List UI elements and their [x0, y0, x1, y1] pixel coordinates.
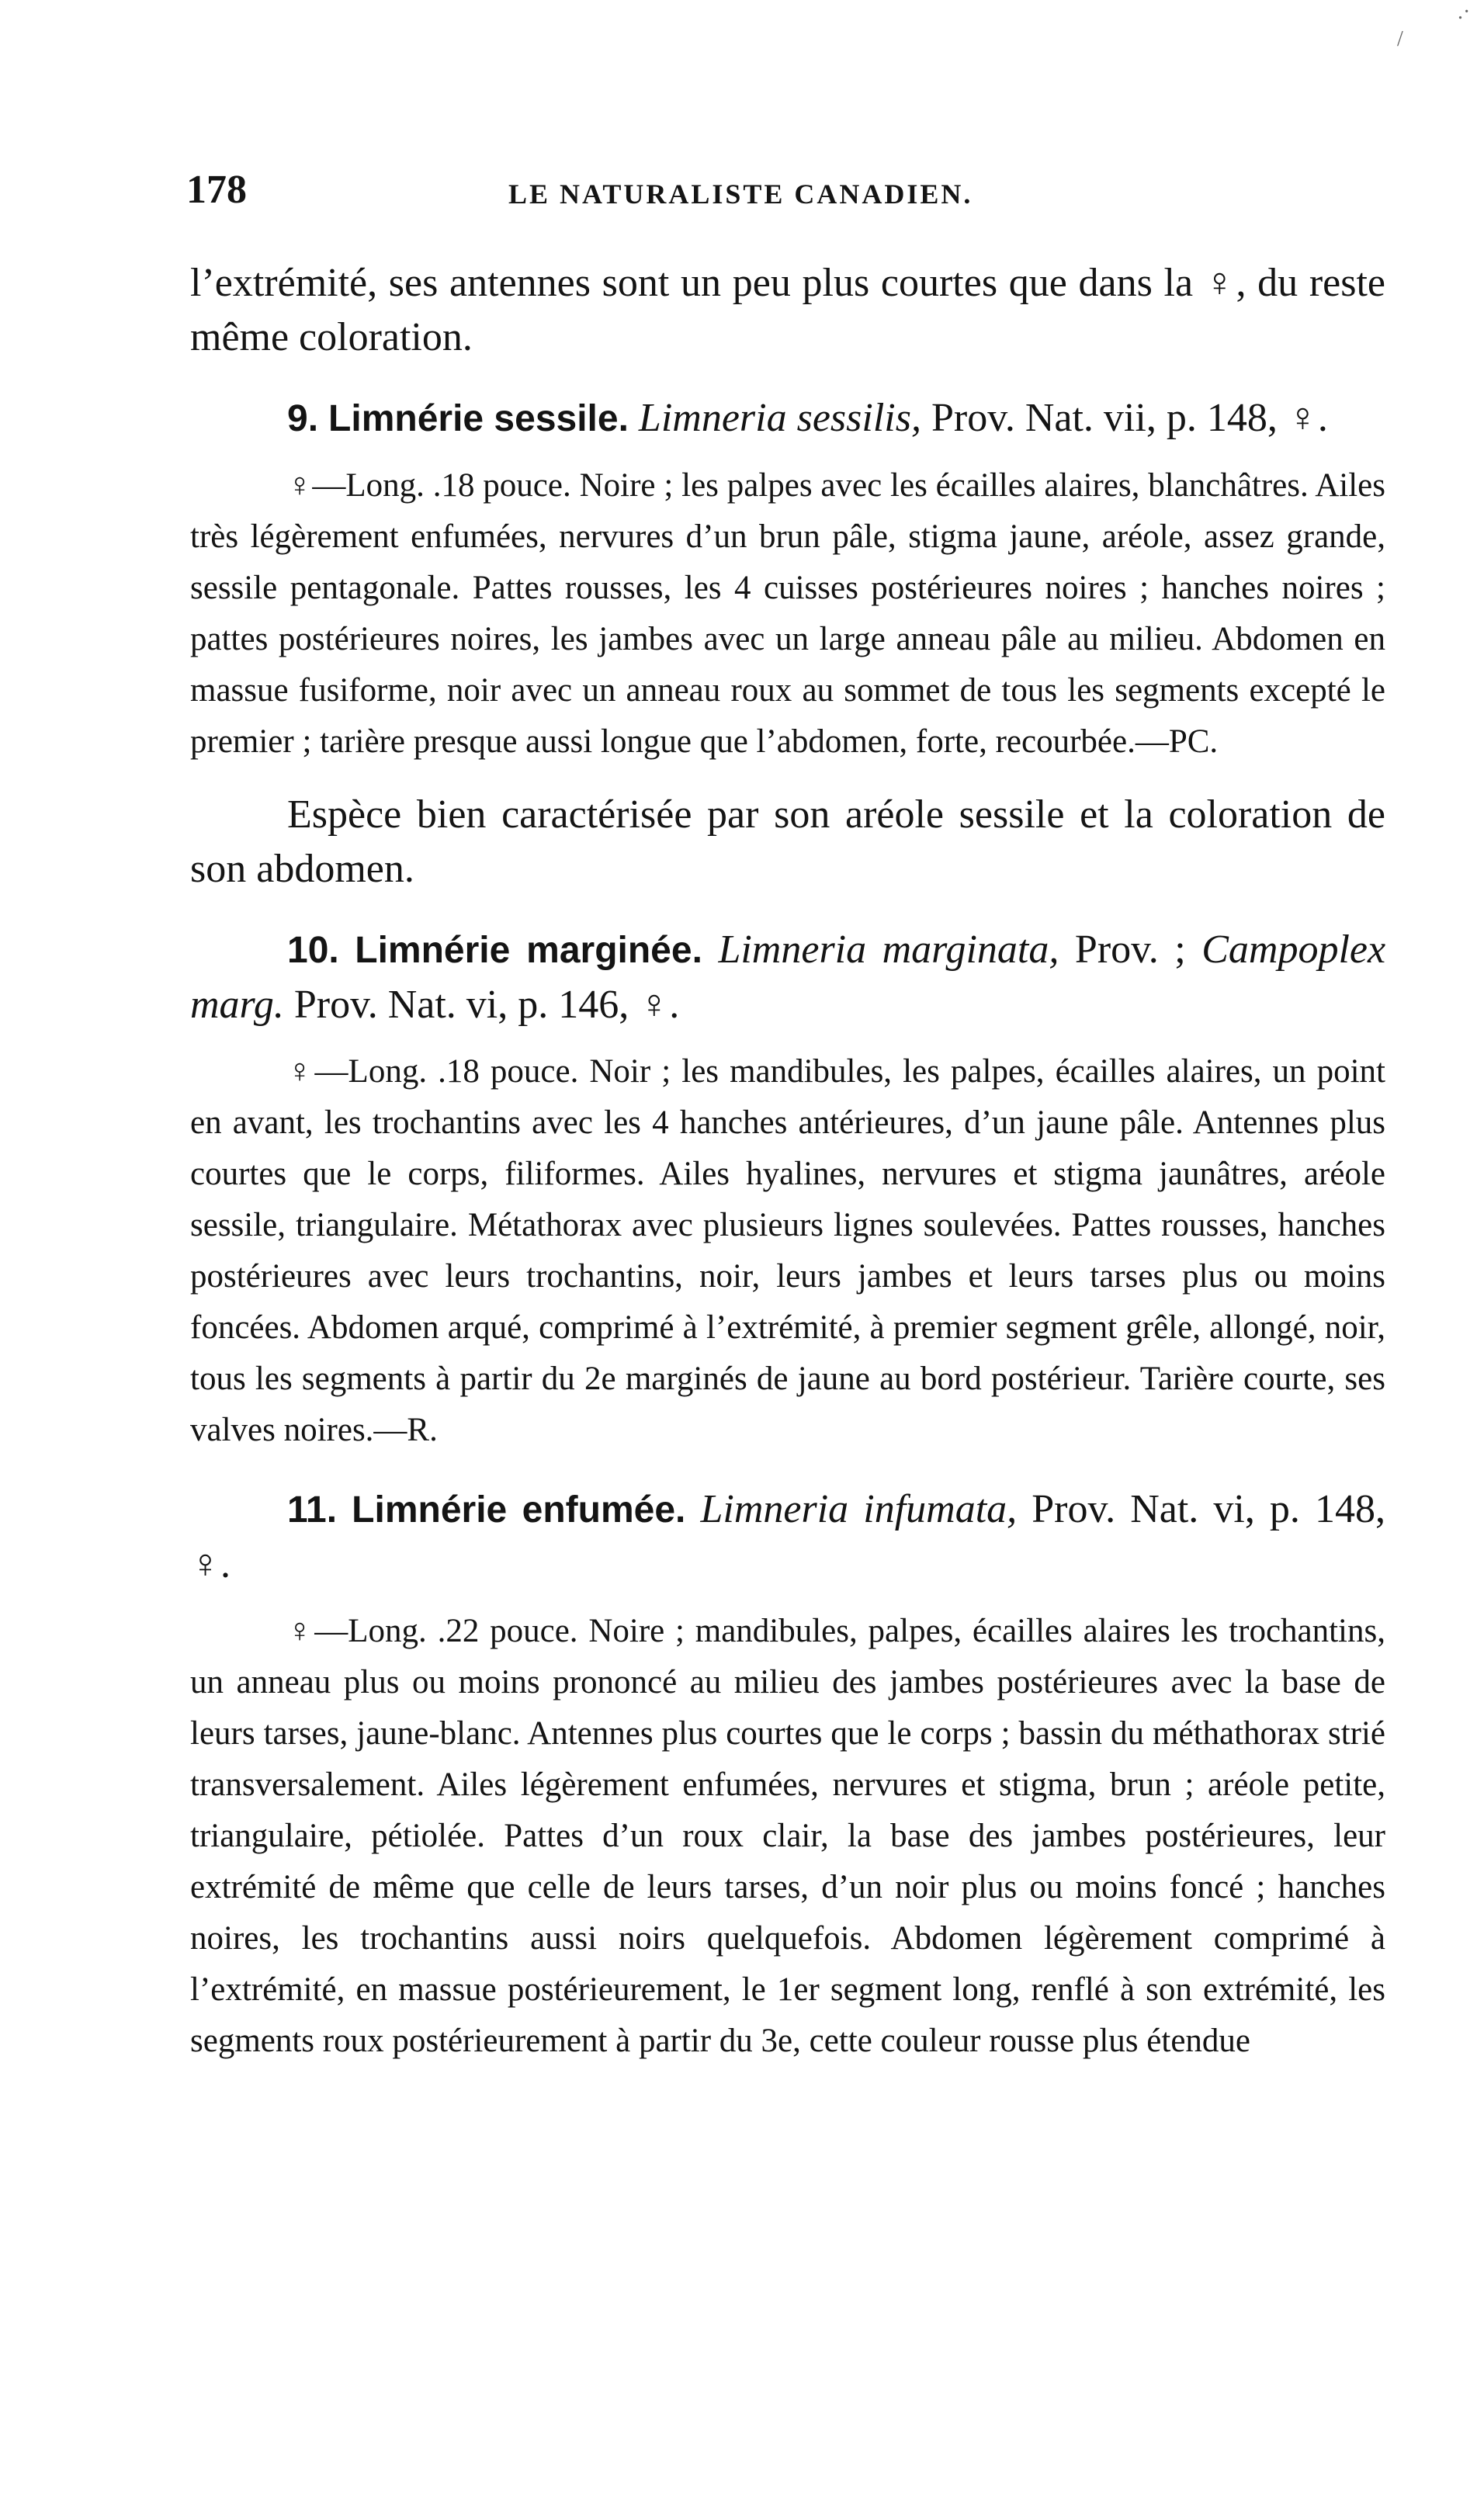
species-11-description: ♀—Long. .22 pouce. Noire ; mandibules, palpes, écailles alaires les trochantins, un anneau plus ou moins prononcé au milieu des jambes postérieures avec la base de leurs tarses, jaune-blanc. Antennes plus courtes que le corps ; bassin du méthathorax strié transversalement. Ailes légèrement enfumées, nervures et stigma, brun ; aréole petite, triangulaire, pétiolée. Pattes d’un roux clair, la base des jambes postérieures, leur extrémité de même que celle de leurs tarses, d’un noir plus ou moins foncé ; hanches noires, les trochantins aussi noirs quelquefois. Abdomen légèrement comprimé à l’extrémité, en massue postérieurement, le 1er segment long, renflé à son extrémité, les segments roux postérieurement à partir du 3e, cette couleur rousse plus étendue: [190, 1613, 1385, 2059]
species-9-heading: [190, 391, 1385, 446]
species-common-name: Limnérie sessile.: [328, 398, 629, 439]
species-number: 11.: [287, 1489, 338, 1531]
species-11-heading: [190, 1482, 1385, 1592]
species-number: 9.: [287, 398, 319, 439]
margin-mark: /: [1397, 27, 1403, 51]
species-latin-name: Limneria marginata,: [718, 927, 1059, 972]
continued-paragraph: l’extrémité, ses antennes sont un peu plus courtes que dans la ♀, du reste même coloration.: [190, 261, 1385, 359]
species-number: 10.: [287, 930, 339, 971]
page-header: [186, 167, 1397, 221]
species-reference: Prov. ;: [1074, 927, 1186, 972]
species-latin-name: Limneria infumata,: [700, 1487, 1018, 1531]
species-reference: Prov. Nat. vi, p. 148, ♀.: [190, 1487, 1386, 1586]
species-common-name: Limnérie marginée.: [355, 930, 702, 971]
species-latin-name: Limneria sessilis,: [638, 396, 921, 440]
running-head: LE NATURALISTE CANADIEN.: [508, 179, 973, 210]
species-9-description: ♀—Long. .18 pouce. Noire ; les palpes avec les écailles alaires, blanchâtres. Ailes très légèrement enfumées, nervures d’un brun pâle, stigma jaune, aréole, assez grande, sessile pentagonale. Pattes rousses, les 4 cuisses postérieures noires ; hanches noires ; pattes postérieures noires, les jambes avec un large anneau pâle au milieu. Abdomen en massue fusiforme, noir avec un anneau roux au sommet de tous les segments excepté le premier ; tarière presque aussi longue que l’abdomen, forte, recourbée.—PC.: [190, 467, 1385, 760]
page-number: 178: [186, 168, 247, 212]
species-reference: Prov. Nat. vi, p. 146, ♀.: [293, 983, 680, 1027]
corner-mark: .·: [1458, 0, 1471, 24]
species-10-heading: [190, 923, 1385, 1032]
species-10-description: ♀—Long. .18 pouce. Noir ; les mandibules, les palpes, écailles alaires, un point en avant, les trochantins avec les 4 hanches antérieures, d’un jaune pâle. Antennes plus courtes que le corps, filiformes. Ailes hyalines, nervures et stigma jaunâtres, aréole sessile, triangulaire. Métathorax avec plusieurs lignes soulevées. Pattes rousses, hanches postérieures avec leurs trochantins, noir, leurs jambes et leurs tarses plus ou moins foncées. Abdomen arqué, comprimé à l’extrémité, à premier segment grêle, allongé, noir, tous les segments à partir du 2e marginés de jaune au bord postérieur. Tarière courte, ses valves noires.—R.: [190, 1053, 1385, 1448]
species-common-name: Limnérie enfumée.: [352, 1489, 686, 1531]
species-reference: Prov. Nat. vii, p. 148, ♀.: [931, 396, 1328, 440]
species-synonym: Campoplex marg.: [190, 927, 1386, 1027]
species-9-note: Espèce bien caractérisée par son aréole sessile et la coloration de son abdomen.: [190, 792, 1385, 891]
page-body: [190, 256, 1385, 2067]
